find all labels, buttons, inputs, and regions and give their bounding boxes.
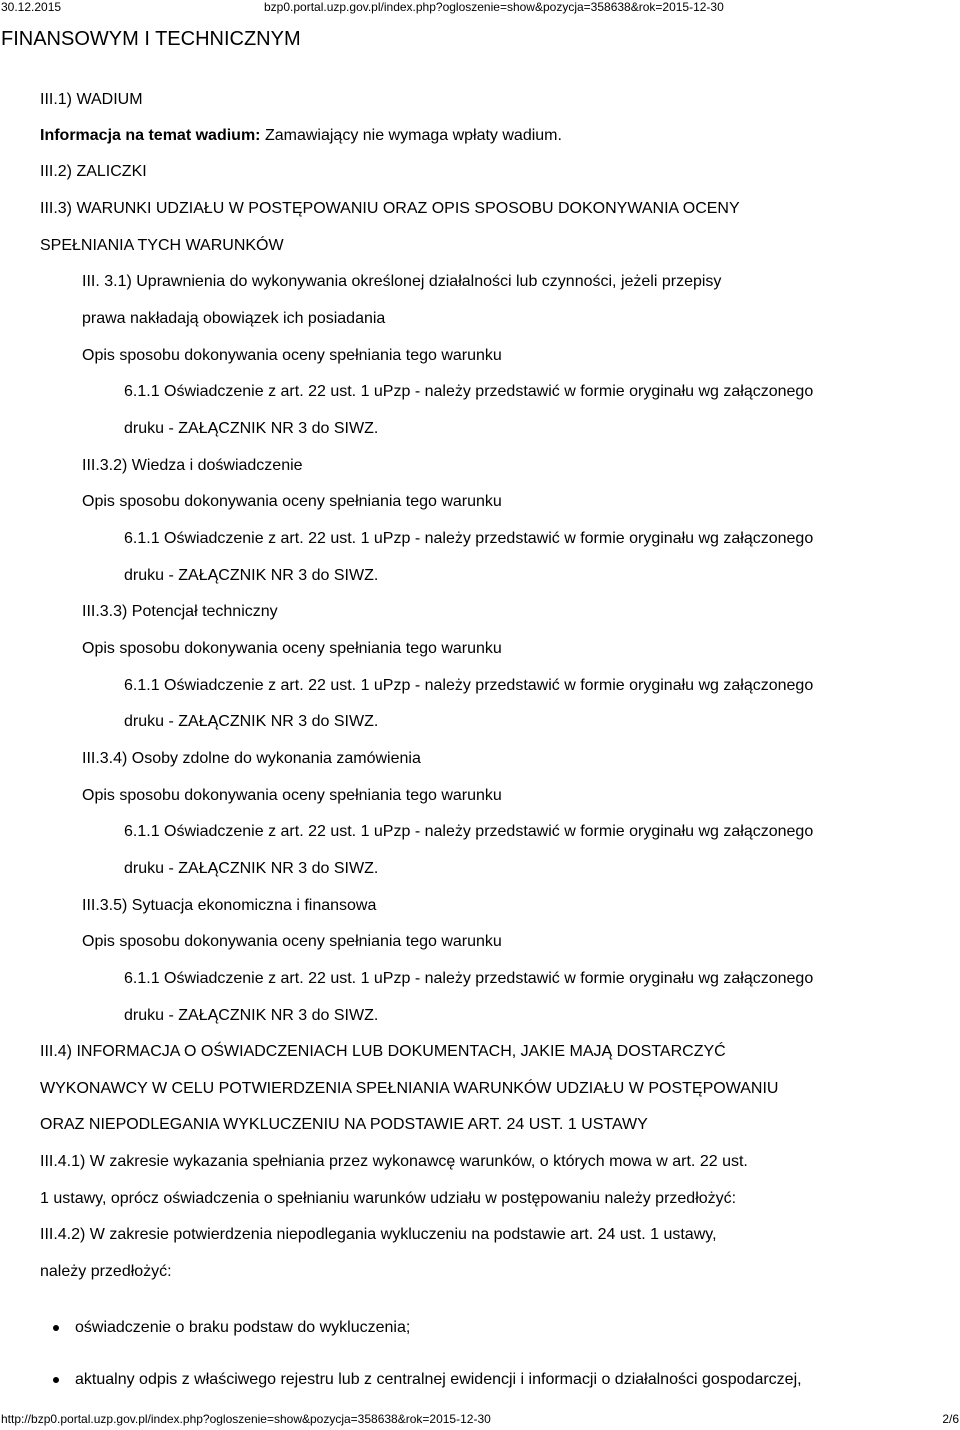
page-footer — [0, 1412, 960, 1426]
info-heading-line1: III.4) INFORMACJA O OŚWIADCZENIACH LUB DOKUMENTACH, JAKIE MAJĄ DOSTARCZYĆ — [40, 1043, 726, 1060]
oswiadczenie-line1: 6.1.1 Oświadczenie z art. 22 ust. 1 uPzp - należy przedstawić w formie oryginału wg załączonego — [124, 530, 814, 547]
oswiadczenie-line2: druku - ZAŁĄCZNIK NR 3 do SIWZ. — [124, 420, 379, 437]
opis-label: Opis sposobu dokonywania oceny spełniania tego warunku — [82, 933, 502, 950]
zaliczki-heading: III.2) ZALICZKI — [40, 163, 147, 180]
oswiadczenie-line1: 6.1.1 Oświadczenie z art. 22 ust. 1 uPzp - należy przedstawić w formie oryginału wg załączonego — [124, 677, 814, 694]
oswiadczenie-line2: druku - ZAŁĄCZNIK NR 3 do SIWZ. — [124, 567, 379, 584]
opis-label: Opis sposobu dokonywania oceny spełniania tego warunku — [82, 493, 502, 510]
list-item-text: aktualny odpis z właściwego rejestru lub z centralnej ewidencji i informacji o działalności gospodarczej, — [75, 1371, 802, 1388]
potencjal-heading: III.3.3) Potencjał techniczny — [82, 603, 278, 620]
uprawnienia-heading-line2: prawa nakładają obowiązek ich posiadania — [82, 310, 386, 327]
oswiadczenie-line2: druku - ZAŁĄCZNIK NR 3 do SIWZ. — [124, 1007, 379, 1024]
bullet-icon — [53, 1377, 59, 1383]
warunki-heading-line2: SPEŁNIANIA TYCH WARUNKÓW — [40, 237, 284, 254]
page-number: 2/6 — [942, 1412, 959, 1426]
wadium-value: Zamawiający nie wymaga wpłaty wadium. — [264, 127, 562, 144]
opis-label: Opis sposobu dokonywania oceny spełniania tego warunku — [82, 347, 502, 364]
oswiadczenie-line1: 6.1.1 Oświadczenie z art. 22 ust. 1 uPzp - należy przedstawić w formie oryginału wg załączonego — [124, 383, 814, 400]
w41-line1: III.4.1) W zakresie wykazania spełniania przez wykonawcę warunków, o których mowa w art. 22 ust. — [40, 1153, 748, 1170]
w42-line1: III.4.2) W zakresie potwierdzenia niepodlegania wykluczeniu na podstawie art. 24 ust. 1 ustawy, — [40, 1226, 717, 1243]
uprawnienia-heading-line1: III. 3.1) Uprawnienia do wykonywania określonej działalności lub czynności, jeżeli przepisy — [82, 273, 722, 290]
section-title: FINANSOWYM I TECHNICZNYM — [1, 28, 301, 50]
print-date: 30.12.2015 — [1, 0, 62, 14]
page-header — [0, 0, 960, 14]
header-url: bzp0.portal.uzp.gov.pl/index.php?ogloszenie=show&pozycja=358638&rok=2015-12-30 — [264, 0, 724, 14]
wiedza-heading: III.3.2) Wiedza i doświadczenie — [82, 457, 303, 474]
info-heading-line2: WYKONAWCY W CELU POTWIERDZENIA SPEŁNIANIA WARUNKÓW UDZIAŁU W POSTĘPOWANIU — [40, 1080, 779, 1097]
oswiadczenie-line2: druku - ZAŁĄCZNIK NR 3 do SIWZ. — [124, 860, 379, 877]
opis-label: Opis sposobu dokonywania oceny spełniania tego warunku — [82, 640, 502, 657]
warunki-heading-line1: III.3) WARUNKI UDZIAŁU W POSTĘPOWANIU ORAZ OPIS SPOSOBU DOKONYWANIA OCENY — [40, 200, 740, 217]
w41-line2: 1 ustawy, oprócz oświadczenia o spełnianiu warunków udziału w postępowaniu należy przedłożyć: — [40, 1190, 737, 1207]
bullet-icon — [53, 1325, 59, 1331]
info-heading-line3: ORAZ NIEPODLEGANIA WYKLUCZENIU NA PODSTAWIE ART. 24 UST. 1 USTAWY — [40, 1116, 648, 1133]
list-item — [0, 1318, 960, 1338]
wadium-info — [40, 126, 562, 146]
sytuacja-heading: III.3.5) Sytuacja ekonomiczna i finansowa — [82, 897, 377, 914]
osoby-heading: III.3.4) Osoby zdolne do wykonania zamówienia — [82, 750, 421, 767]
oswiadczenie-line1: 6.1.1 Oświadczenie z art. 22 ust. 1 uPzp - należy przedstawić w formie oryginału wg załączonego — [124, 823, 814, 840]
opis-label: Opis sposobu dokonywania oceny spełniania tego warunku — [82, 787, 502, 804]
w42-line2: należy przedłożyć: — [40, 1263, 172, 1280]
footer-url: http://bzp0.portal.uzp.gov.pl/index.php?ogloszenie=show&pozycja=358638&rok=2015-12-30 — [1, 1412, 491, 1426]
list-item — [0, 1370, 960, 1390]
wadium-label: Informacja na temat wadium: — [40, 127, 261, 144]
oswiadczenie-line1: 6.1.1 Oświadczenie z art. 22 ust. 1 uPzp - należy przedstawić w formie oryginału wg załączonego — [124, 970, 814, 987]
oswiadczenie-line2: druku - ZAŁĄCZNIK NR 3 do SIWZ. — [124, 713, 379, 730]
wadium-heading: III.1) WADIUM — [40, 91, 143, 108]
list-item-text: oświadczenie o braku podstaw do wykluczenia; — [75, 1319, 411, 1336]
